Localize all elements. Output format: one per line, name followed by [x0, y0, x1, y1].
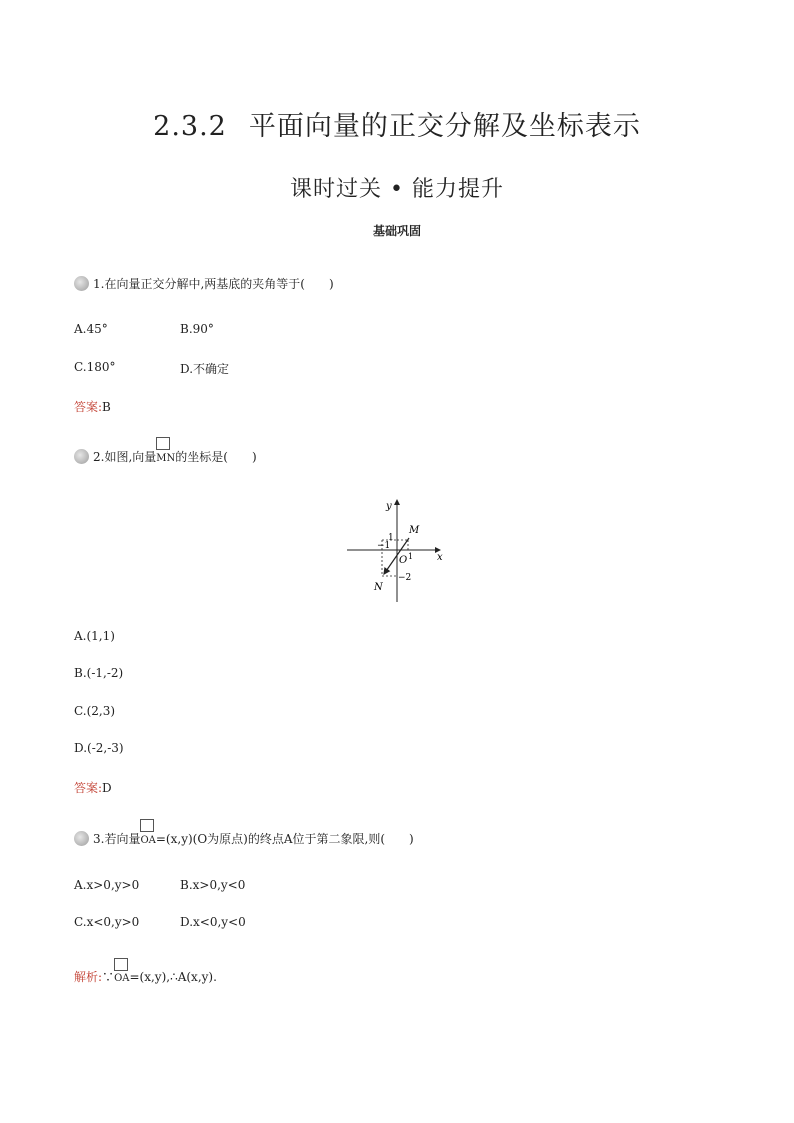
q2-option-d: D.(-2,-3) — [74, 741, 124, 755]
q1-answer — [74, 398, 111, 415]
q3-option-a: A.x>0,y>0 — [74, 878, 140, 892]
q2-option-a: A.(1,1) — [74, 629, 115, 643]
question-marker-icon — [74, 449, 89, 464]
q3-option-c: C.x<0,y>0 — [74, 915, 140, 929]
q3-option-d: D.x<0,y<0 — [180, 915, 246, 929]
q1-option-a: A.45° — [74, 322, 108, 336]
section-heading: 基础巩固 — [372, 224, 421, 238]
title-number: 2.3.2 — [153, 111, 227, 142]
answer-label: 答案: — [74, 400, 103, 414]
question-3-stem-end: =(x,y)(O为原点)的终点A位于第二象限,则( ) — [155, 832, 414, 846]
title-text: 平面向量的正交分解及坐标表示 — [248, 111, 641, 142]
vector-arrow-placeholder-icon — [114, 958, 128, 971]
analysis-because: ∵ — [102, 970, 115, 984]
point-n-label: N — [374, 582, 383, 593]
analysis-text: =(x,y),∴A(x,y). — [129, 970, 217, 984]
q2-answer — [74, 779, 112, 796]
tick-label-minus-two: −2 — [398, 573, 412, 583]
tick-label-x-one: 1 — [408, 552, 414, 561]
q1-option-b: B.90° — [180, 322, 214, 336]
question-marker-icon — [74, 831, 89, 846]
q3-analysis — [74, 968, 217, 985]
answer-value: B — [102, 400, 111, 414]
q1-option-d: D.不确定 — [180, 362, 230, 376]
tick-label-y-one: 1 — [388, 533, 394, 543]
question-3-stem-start: 3.若向量 — [93, 832, 141, 846]
question-2-stem-start: 2.如图,向量 — [93, 450, 157, 464]
y-axis-label: y — [386, 501, 392, 512]
answer-value: D — [102, 781, 112, 795]
question-3 — [74, 831, 414, 849]
q1-option-c: C.180° — [74, 360, 116, 374]
point-m-label: M — [409, 525, 420, 536]
q3-option-b: B.x>0,y<0 — [180, 878, 246, 892]
question-marker-icon — [74, 276, 89, 291]
tick-label-minus-one: −1 — [377, 541, 391, 551]
page-subtitle: 课时过关 • 能力提升 — [290, 177, 504, 202]
question-2-stem-end: 的坐标是( ) — [175, 450, 257, 464]
analysis-label: 解析: — [74, 970, 103, 984]
vector-oa: OA — [140, 831, 155, 849]
vector-arrow-placeholder-icon — [156, 437, 170, 450]
vector-oa-analysis: OA — [114, 970, 129, 984]
q2-option-c: C.(2,3) — [74, 704, 116, 718]
page-title — [0, 104, 794, 143]
question-2 — [74, 449, 257, 467]
x-axis-label: x — [437, 552, 443, 563]
q2-option-b: B.(-1,-2) — [74, 666, 124, 680]
coordinate-figure — [340, 492, 450, 604]
question-1 — [74, 276, 334, 292]
answer-label: 答案: — [74, 781, 103, 795]
vector-mn: MN — [156, 449, 175, 467]
question-1-stem: 1.在向量正交分解中,两基底的夹角等于( ) — [93, 277, 334, 291]
vector-arrow-placeholder-icon — [140, 819, 154, 832]
origin-label: O — [399, 555, 408, 566]
